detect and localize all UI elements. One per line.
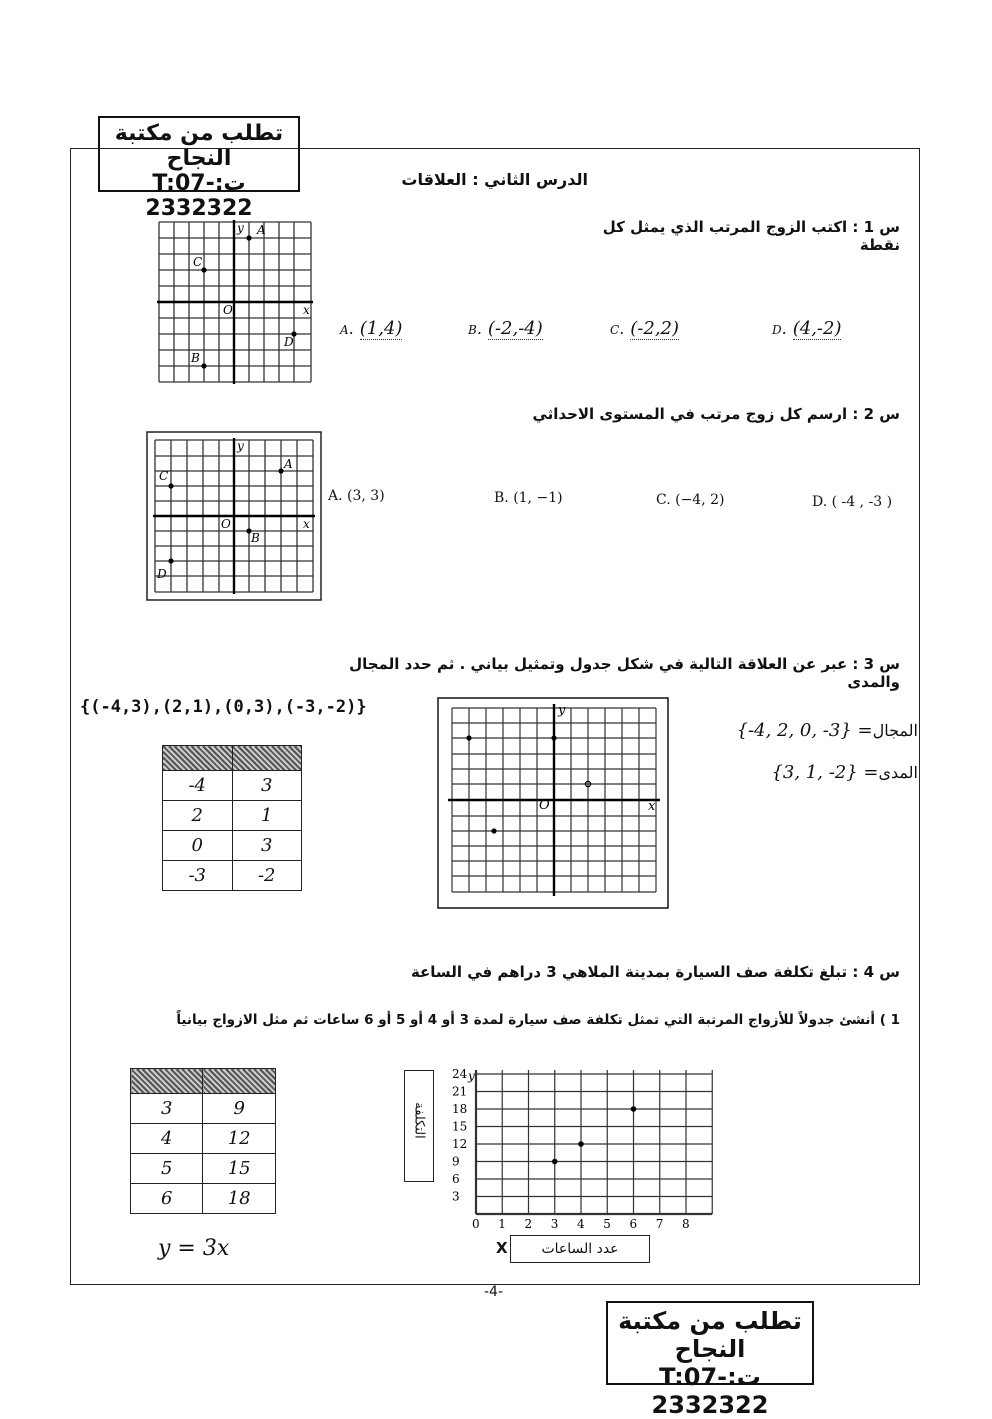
q1-graph-origin: O [223, 303, 233, 317]
q2-graph [145, 430, 323, 602]
q4-cell: 9 [203, 1094, 276, 1124]
q3-cell: -2 [232, 861, 302, 891]
q2-point-D [168, 558, 173, 563]
q4-cell: 3 [131, 1094, 203, 1124]
q3-graph-y: y [558, 703, 566, 718]
q3-range-label: المدى [878, 763, 918, 782]
q4-y-tick: 9 [452, 1154, 460, 1169]
q3-graph [436, 696, 670, 910]
q4-chart [448, 1062, 720, 1232]
q4-y-axis-label-box [404, 1070, 434, 1182]
q4-x-tick: 7 [655, 1217, 664, 1231]
q2-graph-C: C [159, 469, 169, 483]
q1-graph-A: A [257, 223, 266, 237]
q3-text: س 3 : عبر عن العلاقة التالية في شكل جدول وتمثيل بياني . ثم حدد المجال والمدى [349, 655, 900, 691]
q3-point [491, 828, 496, 833]
q2-item-C: C. (−4, 2) [656, 492, 725, 508]
q4-data-point [578, 1141, 584, 1147]
q2-point-A [278, 468, 283, 473]
q1-answers [340, 318, 900, 348]
q4-cell: 4 [131, 1124, 203, 1154]
page-title: الدرس الثاني : العلاقات [401, 170, 588, 189]
q2-point-C [168, 483, 173, 488]
q2-graph-D: D [157, 567, 167, 581]
q3-domain [688, 720, 918, 752]
q1-answer-B: B. (-2,-4) [468, 318, 543, 339]
q2-item-B: B. (1, −1) [494, 490, 563, 506]
q3-graph-x: x [648, 799, 656, 814]
q3-cell: -4 [163, 771, 233, 801]
q2-item-A: A. (3, 3) [328, 488, 385, 504]
q1-point-A [246, 235, 251, 240]
q3-range [700, 762, 918, 794]
q3-cell: 3 [232, 831, 302, 861]
q4-y-tick: 24 [452, 1067, 468, 1081]
q4-y-tick: 3 [452, 1189, 460, 1204]
q4-x-tick: 6 [629, 1217, 638, 1231]
q1-graph-B: B [191, 351, 200, 365]
q3-range-value: {3, 1, -2} = [771, 762, 879, 783]
stamp-bottom-line1: تطلب من مكتبة النجاح [618, 1307, 802, 1363]
q3-table [162, 745, 302, 891]
q4-x-letter: X [496, 1239, 508, 1257]
q2-graph-B: B [251, 531, 260, 545]
q4-y-letter: y [468, 1069, 475, 1083]
q4-x-tick: 3 [550, 1217, 559, 1231]
q4-x-tick: 2 [524, 1217, 533, 1231]
page-number: -4- [484, 1284, 504, 1300]
q4-y-tick: 12 [452, 1137, 468, 1151]
q4-cell: 5 [131, 1154, 203, 1184]
library-stamp-bottom [606, 1301, 814, 1419]
stamp-bottom-line2: ت:T:07-2332322 [651, 1363, 769, 1419]
q4-y-axis-label: التكلفة [411, 1102, 427, 1139]
q3-point [466, 735, 471, 740]
q3-cell: 0 [163, 831, 233, 861]
q1-graph-D: D [284, 335, 294, 349]
q4-y-tick: 6 [452, 1172, 460, 1186]
q4-x-tick: 0 [472, 1217, 480, 1231]
q3-domain-value: {-4, 2, 0, -3} = [736, 720, 873, 741]
q4-equation: y = 3x [158, 1236, 230, 1261]
q4-x-tick: 5 [603, 1217, 611, 1231]
q4-cell: 15 [203, 1154, 276, 1184]
q1-graph [155, 218, 315, 386]
q4-x-axis-label: عدد الساعات [541, 1241, 619, 1257]
q1-point-B [201, 363, 206, 368]
q3-cell: -3 [163, 861, 233, 891]
q2-item-D: D. ( -4 , -3 ) [812, 494, 893, 510]
stamp-top-line1: تطلب من مكتبة النجاح [114, 121, 284, 171]
q4-y-tick: 18 [452, 1102, 468, 1116]
q2-graph-A: A [284, 457, 293, 471]
q4-cell: 12 [203, 1124, 276, 1154]
q3-cell: 1 [232, 801, 302, 831]
q2-graph-y: y [237, 439, 244, 453]
q2-text: س 2 : ارسم كل زوج مرتب في المستوى الاحداثي [532, 405, 900, 423]
q2-graph-x: x [303, 517, 310, 531]
stamp-top-line2: ت:T:07-2332322 [145, 171, 253, 221]
q4-x-tick: 1 [498, 1217, 506, 1231]
q1-answer-D: D. (4,-2) [772, 318, 842, 339]
q3-point [551, 735, 556, 740]
q1-graph-x: x [303, 303, 310, 317]
q4-cell: 6 [131, 1184, 203, 1214]
q4-cell: 18 [203, 1184, 276, 1214]
q4-x-tick: 4 [577, 1217, 585, 1231]
q2-graph-origin: O [221, 517, 231, 531]
q4-y-tick: 21 [452, 1084, 468, 1099]
q3-cell: 3 [232, 771, 302, 801]
q4-x-axis-label-box [510, 1235, 650, 1263]
q4-x-tick: 8 [682, 1217, 690, 1231]
q1-graph-y: y [237, 221, 244, 235]
q3-graph-origin: O [539, 798, 550, 813]
q1-answer-C: C. (-2,2) [610, 318, 680, 339]
q4-table [130, 1068, 276, 1214]
q4-y-tick: 15 [452, 1119, 468, 1134]
q3-domain-label: المجال [872, 721, 918, 740]
q4-data-point [552, 1159, 558, 1165]
q3-cell: 2 [163, 801, 233, 831]
q1-text: س 1 : اكتب الزوج المرتب الذي يمثل كل نقطة [602, 218, 900, 254]
q4-subtext: 1 ) أنشئ جدولاً للأزواج المرتبة التي تمثل تكلفة صف سيارة لمدة 3 أو 4 أو 5 أو 6 ساعات ثم مثل الازواج بيانياً [176, 1012, 900, 1028]
q4-text: س 4 : تبلغ تكلفة صف السيارة بمدينة الملاهي 3 دراهم في الساعة [410, 963, 900, 981]
q1-graph-C: C [193, 255, 203, 269]
q3-relation-set: {(-4,3),(2,1),(0,3),(-3,-2)} [80, 697, 367, 717]
q4-data-point [631, 1106, 637, 1112]
q1-answer-A: A. (1,4) [340, 318, 403, 339]
